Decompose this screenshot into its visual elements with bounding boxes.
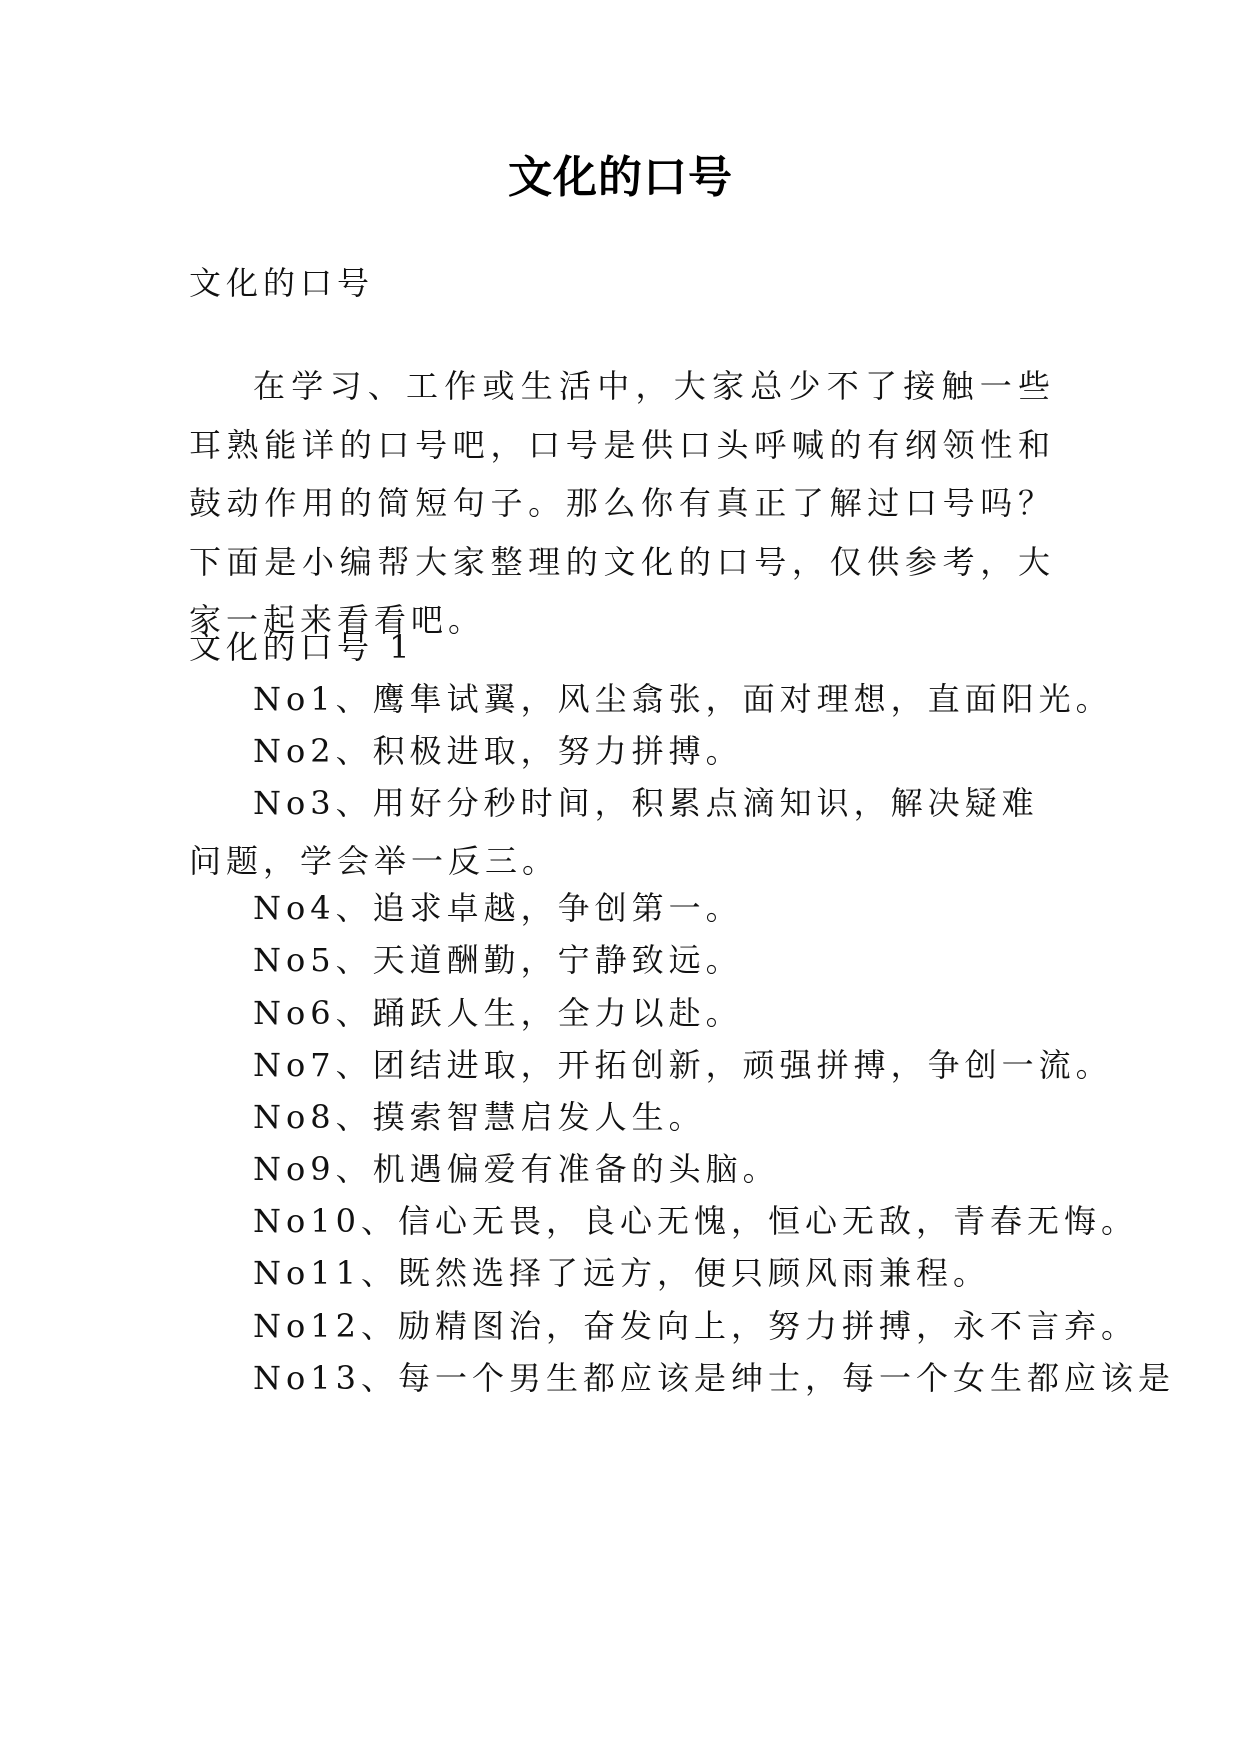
slogan-item: No4、追求卓越，争创第一。 xyxy=(253,889,743,927)
slogan-item: No13、每一个男生都应该是绅士，每一个女生都应该是 xyxy=(253,1359,1175,1397)
intro-paragraph: 在学习、工作或生活中，大家总少不了接触一些耳熟能详的口号吧，口号是供口头呼喊的有纲领性和鼓动作用的简短句子。那么你有真正了解过口号吗？下面是小编帮大家整理的文化的口号，仅供参考，大家一起来看看吧。 xyxy=(189,367,1055,639)
slogan-item: No6、踊跃人生，全力以赴。 xyxy=(253,994,743,1032)
document-subtitle: 文化的口号 xyxy=(189,264,375,302)
slogan-item: No7、团结进取，开拓创新，顽强拼搏，争创一流。 xyxy=(253,1046,1113,1084)
slogan-item: No3、用好分秒时间，积累点滴知识，解决疑难问题，学会举一反三。 xyxy=(189,784,1039,880)
document-title: 文化的口号 xyxy=(508,152,733,203)
slogan-item: No2、积极进取，努力拼搏。 xyxy=(253,732,743,770)
slogan-item: No11、既然选择了远方，便只顾风雨兼程。 xyxy=(253,1254,990,1292)
slogan-item: No10、信心无畏，良心无愧，恒心无敌，青春无悔。 xyxy=(253,1202,1138,1240)
section-heading: 文化的口号 1 xyxy=(189,628,415,666)
slogan-item: No5、天道酬勤，宁静致远。 xyxy=(253,941,743,979)
slogan-item: No8、摸索智慧启发人生。 xyxy=(253,1098,706,1136)
slogan-item: No9、机遇偏爱有准备的头脑。 xyxy=(253,1150,780,1188)
slogan-item: No12、励精图治，奋发向上，努力拼搏，永不言弃。 xyxy=(253,1307,1138,1345)
slogan-item: No1、鹰隼试翼，风尘翕张，面对理想，直面阳光。 xyxy=(253,680,1113,718)
